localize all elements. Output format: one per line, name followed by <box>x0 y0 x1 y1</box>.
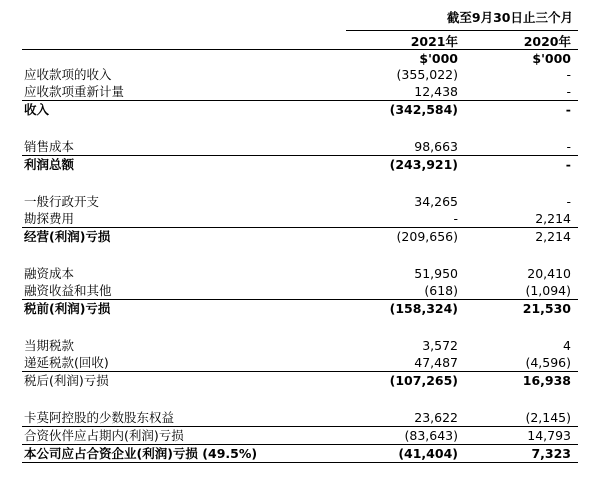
value-2021: (209,656) <box>396 229 458 244</box>
row-label: 税前(利润)亏损 <box>24 301 111 316</box>
value-2020: (1,094) <box>525 283 571 298</box>
row-label: 当期税款 <box>24 338 75 353</box>
period-underline <box>346 30 578 31</box>
value-2021: (83,643) <box>404 428 458 443</box>
value-2020: 20,410 <box>527 266 571 281</box>
col-2021-year: 2021年 <box>410 34 458 49</box>
value-2021: (342,584) <box>389 102 458 117</box>
row-label: 应收款项的收入 <box>24 67 112 82</box>
value-2021: 12,438 <box>414 84 458 99</box>
value-2020: 2,214 <box>535 229 571 244</box>
row-label: 合资伙伴应占期内(利润)亏损 <box>24 428 184 443</box>
value-2021: 51,950 <box>414 266 458 281</box>
value-2021: 23,622 <box>414 410 458 425</box>
row-rule <box>22 227 578 228</box>
row-label: 勘探费用 <box>24 211 75 226</box>
value-2021: (243,921) <box>389 157 458 172</box>
value-2021: - <box>453 211 458 226</box>
value-2020: 14,793 <box>527 428 571 443</box>
value-2021: 34,265 <box>414 194 458 209</box>
row-label: 融资成本 <box>24 266 75 281</box>
row-rule <box>22 155 578 156</box>
row-label: 利润总额 <box>24 157 75 172</box>
row-rule <box>22 299 578 300</box>
value-2021: 98,663 <box>414 139 458 154</box>
value-2020: (4,596) <box>525 355 571 370</box>
col-2021-unit: $'000 <box>419 51 458 66</box>
value-2021: (158,324) <box>389 301 458 316</box>
row-label: 收入 <box>24 102 50 117</box>
value-2021: (41,404) <box>398 446 458 461</box>
value-2021: 47,487 <box>414 355 458 370</box>
value-2020: - <box>566 139 571 154</box>
row-rule <box>22 100 578 101</box>
value-2021: (618) <box>424 283 458 298</box>
row-label: 税后(利润)亏损 <box>24 373 109 388</box>
value-2020: 21,530 <box>522 301 571 316</box>
value-2020: 2,214 <box>535 211 571 226</box>
col-2020-year: 2020年 <box>523 34 571 49</box>
value-2021: (355,022) <box>396 67 458 82</box>
row-label: 销售成本 <box>24 139 75 154</box>
row-label: 应收款项重新计量 <box>24 84 125 99</box>
value-2020: 16,938 <box>522 373 571 388</box>
row-rule <box>22 444 578 445</box>
value-2021: 3,572 <box>422 338 458 353</box>
value-2020: - <box>565 157 571 172</box>
value-2021: (107,265) <box>389 373 458 388</box>
row-label: 经营(利润)亏损 <box>24 229 111 244</box>
row-label: 本公司应占合资企业(利润)亏损 (49.5%) <box>24 446 258 461</box>
row-rule <box>22 426 578 427</box>
value-2020: 4 <box>563 338 571 353</box>
value-2020: - <box>565 102 571 117</box>
value-2020: (2,145) <box>525 410 571 425</box>
value-2020: 7,323 <box>531 446 571 461</box>
col-2020-unit: $'000 <box>532 51 571 66</box>
value-2020: - <box>566 67 571 82</box>
row-label: 融资收益和其他 <box>24 283 112 298</box>
row-label: 卡莫阿控股的少数股东权益 <box>24 410 175 425</box>
header-rule <box>22 49 578 50</box>
row-label: 递延税款(回收) <box>24 355 109 370</box>
period-header: 截至9月30日止三个月 <box>446 10 573 25</box>
value-2020: - <box>566 84 571 99</box>
bottom-rule <box>22 462 578 463</box>
row-label: 一般行政开支 <box>24 194 100 209</box>
row-rule <box>22 371 578 372</box>
value-2020: - <box>566 194 571 209</box>
